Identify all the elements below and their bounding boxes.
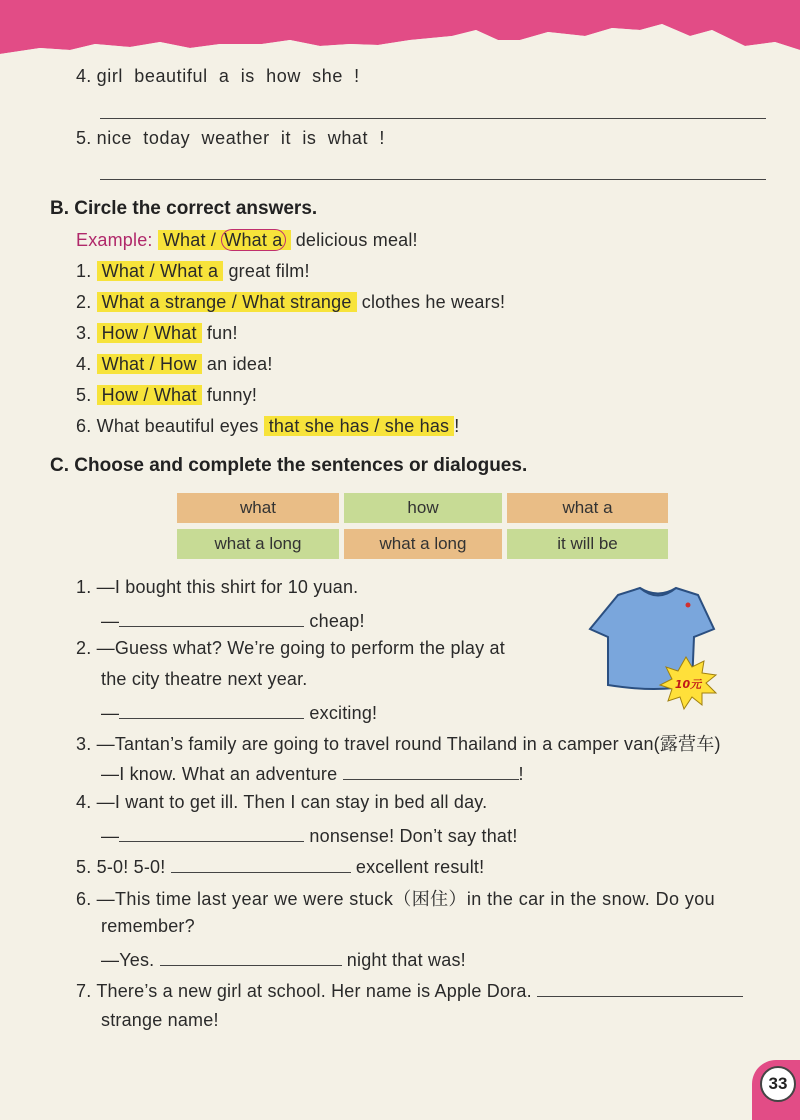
item-number: 5. (76, 385, 92, 405)
answer-options[interactable]: that she has / she has (264, 416, 455, 436)
c-item-5 (76, 854, 484, 878)
b-item-6 (76, 416, 459, 437)
item-number: 6. (76, 889, 92, 909)
c-item-7-line-1 (76, 978, 743, 1002)
example-line (76, 230, 418, 251)
dialogue-text: —This time last year we were stuck（困住）in the car in the snow. Do you (96, 889, 716, 909)
dash: — (101, 703, 120, 723)
example-options (158, 230, 291, 250)
blank-field[interactable] (119, 823, 304, 842)
dialogue-text: —I bought this shirt for 10 yuan. (96, 577, 359, 597)
b-item-1 (76, 261, 310, 282)
b-item-3 (76, 323, 238, 344)
item-number: 2. (76, 638, 92, 658)
c-item-6-line-1 (76, 885, 715, 911)
scrambled-words: nice today weather it is what ! (96, 128, 385, 148)
dialogue-text: excellent result! (355, 857, 485, 877)
dialogue-text: —I know. What an adventure (101, 764, 338, 784)
item-number: 6. (76, 416, 92, 436)
dialogue-text: There’s a new girl at school. Her name is Apple Dora. (96, 981, 532, 1001)
sentence-rest: ! (454, 416, 460, 436)
c-item-6-line-2: remember? (101, 916, 195, 936)
scrambled-words: girl beautiful a is how she ! (96, 66, 360, 86)
blank-field[interactable] (160, 947, 342, 966)
word-bank-item: what (177, 493, 339, 523)
blank-field[interactable] (119, 608, 304, 627)
item-number: 4. (76, 66, 92, 86)
sentence-rest: an idea! (206, 354, 273, 374)
c-item-4-line-2 (101, 823, 518, 847)
dash: — (101, 826, 120, 846)
answer-line[interactable] (100, 118, 766, 119)
c-item-1-line-2 (101, 608, 365, 632)
item-number: 5. (76, 128, 92, 148)
item-number: 1. (76, 261, 92, 281)
section-c-title: C. Choose and complete the sentences or dialogues. (50, 455, 528, 476)
c-item-4-line-1 (76, 792, 487, 813)
dialogue-text: cheap! (309, 611, 365, 631)
price-tag-text: 10元 (674, 678, 702, 691)
item-number: 4. (76, 354, 92, 374)
c-item-1-line-1 (76, 577, 358, 598)
item-number: 5. (76, 857, 92, 877)
t-shirt-icon (588, 585, 728, 713)
example-label: Example: (76, 230, 153, 250)
answer-options[interactable]: What / What a (97, 261, 224, 281)
word-bank-item: it will be (507, 529, 668, 559)
blank-field[interactable] (119, 700, 304, 719)
dialogue-text: 5-0! 5-0! (96, 857, 166, 877)
dialogue-text: night that was! (346, 950, 466, 970)
dialogue-text: exciting! (309, 703, 378, 723)
section-a-item-4 (76, 66, 360, 87)
sentence-rest: fun! (206, 323, 238, 343)
answer-options[interactable]: What / How (97, 354, 202, 374)
word-bank-item: what a (507, 493, 668, 523)
b-item-5 (76, 385, 257, 406)
item-number: 3. (76, 734, 92, 754)
blank-field[interactable] (343, 761, 519, 780)
blank-field[interactable] (171, 854, 351, 873)
c-item-2-line-2: the city theatre next year. (101, 669, 308, 689)
word-bank-item: what a long (344, 529, 502, 559)
answer-line[interactable] (100, 179, 766, 180)
item-number: 7. (76, 981, 92, 1001)
example-rest: delicious meal! (295, 230, 418, 250)
item-number: 2. (76, 292, 92, 312)
sentence-rest: funny! (206, 385, 258, 405)
dash: — (101, 611, 120, 631)
section-b-title: B. Circle the correct answers. (50, 198, 318, 219)
top-banner (0, 0, 800, 70)
item-number: 4. (76, 792, 92, 812)
c-item-7-line-2: strange name! (101, 1010, 219, 1030)
word-bank-item: how (344, 493, 502, 523)
dialogue-text: ! (518, 764, 524, 784)
b-item-4 (76, 354, 273, 375)
item-number: 1. (76, 577, 92, 597)
answer-options[interactable]: What a strange / What strange (97, 292, 357, 312)
dialogue-text: —Guess what? We’re going to perform the play at (96, 638, 505, 658)
circled-answer: What a (221, 229, 285, 251)
c-item-2-line-1 (76, 638, 505, 659)
sentence-rest: great film! (228, 261, 310, 281)
b-item-2 (76, 292, 505, 313)
c-item-6-line-3 (101, 947, 466, 971)
answer-options[interactable]: How / What (97, 385, 202, 405)
c-item-3-line-2 (101, 761, 524, 785)
sentence-start: What beautiful eyes (96, 416, 259, 436)
dialogue-text: —Yes. (101, 950, 155, 970)
dialogue-text: —I want to get ill. Then I can stay in bed all day. (96, 792, 488, 812)
item-number: 3. (76, 323, 92, 343)
word-bank-item: what a long (177, 529, 339, 559)
c-item-3-line-1 (76, 730, 721, 756)
page-number: 33 (760, 1066, 796, 1102)
answer-options[interactable]: How / What (97, 323, 202, 343)
option-text: What / (162, 230, 222, 250)
dialogue-text: —Tantan’s family are going to travel round Thailand in a camper van(露营车) (96, 734, 721, 754)
c-item-2-line-3 (101, 700, 377, 724)
dialogue-text: nonsense! Don’t say that! (309, 826, 518, 846)
sentence-rest: clothes he wears! (361, 292, 506, 312)
blank-field[interactable] (537, 978, 743, 997)
section-a-item-5 (76, 128, 385, 149)
